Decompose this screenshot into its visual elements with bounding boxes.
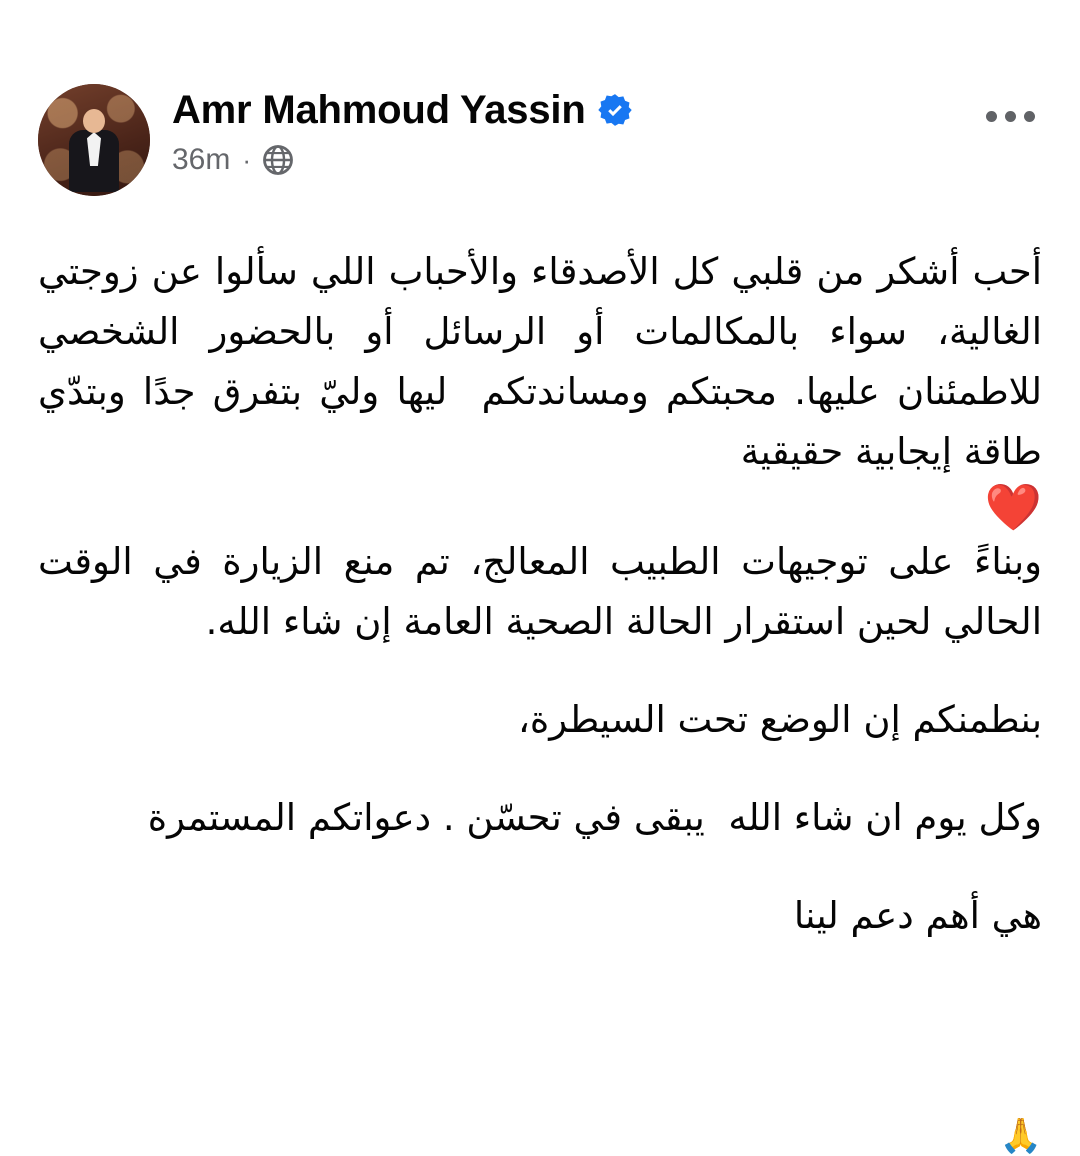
globe-icon[interactable] [263,145,293,175]
more-dot [1005,111,1016,122]
meta-separator: · [242,144,252,175]
more-dot [1024,111,1035,122]
post-paragraph-1: أحب أشكر من قلبي كل الأصدقاء والأحباب اللي سألوا عن زوجتي الغالية، سواء بالمكالمات أو الرسائل أو بالحضور الشخصي للاطمئنان عليها. محبتكم ومساندتكم ليها وليّ بتفرق جدًا وبتدّي طاقة إيجابية حقيقية [26,250,1042,473]
post-paragraph-4: وكل يوم ان شاء الله يبقى في تحسّن . دعواتكم المستمرة [147,796,1042,840]
post-timestamp[interactable]: 36m [172,142,231,176]
avatar-person-head [83,109,105,133]
post-paragraph-5: هي أهم دعم لينا [793,894,1042,938]
author-row [172,88,1042,133]
post-header-text [172,84,1042,175]
more-dot [986,111,997,122]
heart-emoji: ❤️ [984,479,1042,534]
verified-badge-icon [598,93,632,127]
post-meta [172,142,1042,176]
post-message [26,242,1042,946]
prayer-hands-emoji: 🙏 [999,1117,1042,1155]
post-header [38,0,1042,196]
post-more-options-button[interactable] [978,96,1042,136]
author-name[interactable]: Amr Mahmoud Yassin [172,88,586,132]
avatar[interactable] [38,84,150,196]
post-paragraph-3: بنطمنكم إن الوضع تحت السيطرة، [517,698,1042,742]
post-paragraph-2: وبناءً على توجيهات الطبيب المعالج، تم منع الزيارة في الوقت الحالي لحين استقرار الحالة الصحية العامة إن شاء الله. [26,540,1042,644]
